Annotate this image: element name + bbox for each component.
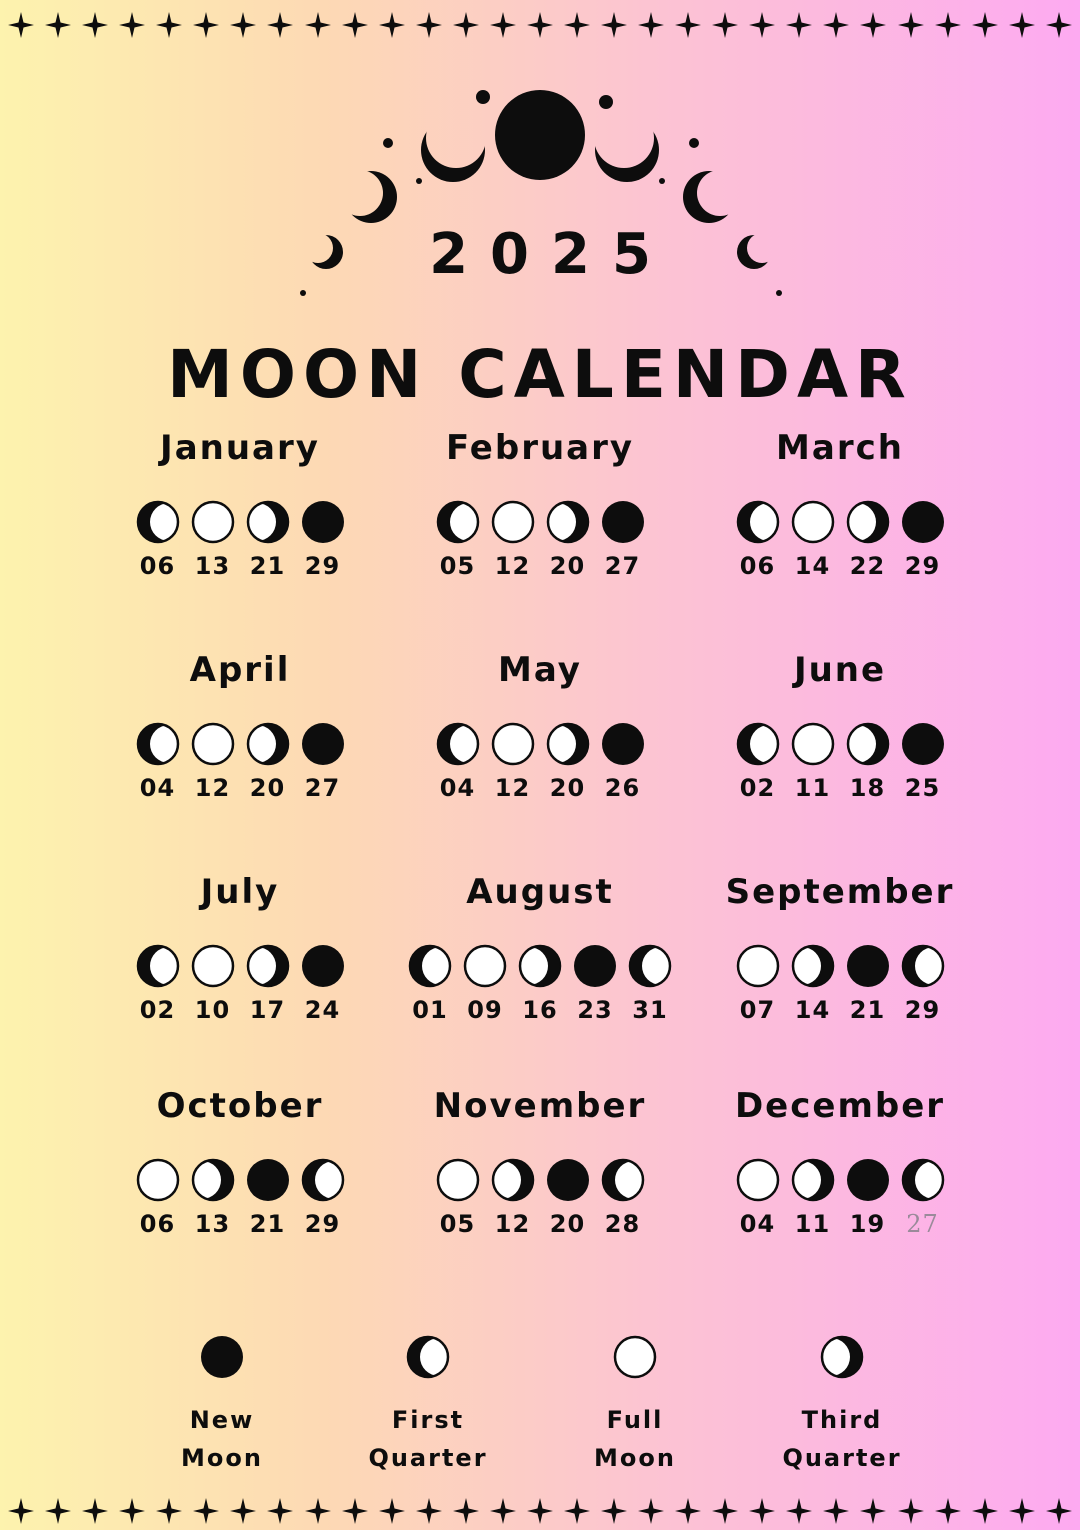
full-moon-icon <box>613 1335 657 1379</box>
star-icon <box>156 12 182 38</box>
star-icon <box>638 12 664 38</box>
month-name: February <box>445 428 635 468</box>
phase-date: 29 <box>304 1210 341 1238</box>
full-moon-icon <box>791 500 835 544</box>
arc-moon-right-1 <box>595 118 659 182</box>
star-icon <box>749 1498 775 1524</box>
new-moon-icon <box>601 722 645 766</box>
phase-date: 20 <box>549 1210 586 1238</box>
first-quarter-moon-icon <box>406 1335 450 1379</box>
phase-date: 04 <box>439 774 476 802</box>
phase-date: 11 <box>794 774 831 802</box>
month-december <box>690 1086 990 1238</box>
star-icon <box>935 12 961 38</box>
full-moon-icon <box>191 722 235 766</box>
date-row <box>90 774 390 802</box>
star-icon <box>675 1498 701 1524</box>
first-quarter-moon-icon <box>736 722 780 766</box>
star-icon <box>786 1498 812 1524</box>
phase-date: 27 <box>604 552 641 580</box>
new-moon-icon <box>546 1158 590 1202</box>
phase-date: 11 <box>794 1210 831 1238</box>
star-icon <box>712 12 738 38</box>
star-icon <box>675 12 701 38</box>
star-icon <box>898 1498 924 1524</box>
first-quarter-moon-icon <box>436 500 480 544</box>
phase-row <box>690 1158 990 1202</box>
phase-date: 06 <box>139 552 176 580</box>
star-icon <box>749 12 775 38</box>
legend-label: First Quarter <box>368 1406 488 1472</box>
third-quarter-moon-icon <box>546 722 590 766</box>
phase-date: 04 <box>739 1210 776 1238</box>
month-february <box>390 428 690 580</box>
third-quarter-moon-icon <box>246 500 290 544</box>
new-moon-icon <box>901 500 945 544</box>
legend-label: Third Quarter <box>782 1406 902 1472</box>
first-quarter-moon-icon <box>408 944 452 988</box>
phase-date: 21 <box>849 996 886 1024</box>
star-icon <box>267 12 293 38</box>
star-icon <box>379 12 405 38</box>
star-icon <box>82 1498 108 1524</box>
month-name: April <box>189 650 291 690</box>
first-quarter-moon-icon <box>301 1158 345 1202</box>
phase-row <box>390 944 690 988</box>
star-icon <box>45 12 71 38</box>
star-icon <box>119 1498 145 1524</box>
full-moon-icon <box>136 1158 180 1202</box>
third-quarter-moon-icon <box>191 1158 235 1202</box>
full-moon-icon <box>491 500 535 544</box>
star-icon <box>601 1498 627 1524</box>
month-name: June <box>793 650 887 690</box>
date-row <box>90 996 390 1024</box>
date-row <box>390 996 690 1024</box>
first-quarter-moon-icon <box>136 722 180 766</box>
phase-date: 29 <box>904 552 941 580</box>
phase-date: 14 <box>794 552 831 580</box>
arc-full-moon <box>495 90 585 180</box>
star-icon <box>230 12 256 38</box>
phase-date: 07 <box>739 996 776 1024</box>
full-moon-icon <box>191 500 235 544</box>
full-moon-icon <box>791 722 835 766</box>
phase-date: 21 <box>249 1210 286 1238</box>
arc-moon-left-1 <box>421 118 485 182</box>
year-heading: 2025 <box>429 222 673 287</box>
star-icon <box>823 1498 849 1524</box>
month-september <box>690 872 990 1024</box>
phase-row <box>90 500 390 544</box>
phase-date: 12 <box>194 774 231 802</box>
star-icon <box>1009 1498 1035 1524</box>
date-row <box>390 1210 690 1238</box>
star-icon <box>267 1498 293 1524</box>
third-quarter-moon-icon <box>246 722 290 766</box>
star-icon <box>119 12 145 38</box>
third-quarter-moon-icon <box>491 1158 535 1202</box>
phase-date: 20 <box>549 552 586 580</box>
phase-date: 29 <box>904 996 941 1024</box>
phase-date: 06 <box>739 552 776 580</box>
month-name: October <box>156 1086 324 1126</box>
month-name: May <box>498 650 582 690</box>
phase-date: 26 <box>604 774 641 802</box>
legend-label: Full Moon <box>594 1406 676 1472</box>
arc-moon-right-2 <box>683 171 735 223</box>
star-icon <box>8 12 34 38</box>
month-april <box>90 650 390 802</box>
date-row <box>690 552 990 580</box>
star-icon <box>1009 12 1035 38</box>
month-january <box>90 428 390 580</box>
phase-row <box>90 1158 390 1202</box>
first-quarter-moon-icon <box>901 944 945 988</box>
star-icon <box>379 1498 405 1524</box>
star-icon <box>8 1498 34 1524</box>
phase-date: 04 <box>139 774 176 802</box>
phase-date: 02 <box>139 996 176 1024</box>
phase-date: 27 <box>304 774 341 802</box>
phase-row <box>690 722 990 766</box>
new-moon-icon <box>573 944 617 988</box>
third-quarter-moon-icon <box>846 722 890 766</box>
star-icon <box>898 12 924 38</box>
phase-date: 06 <box>139 1210 176 1238</box>
month-october <box>90 1086 390 1238</box>
first-quarter-moon-icon <box>628 944 672 988</box>
third-quarter-moon-icon <box>791 944 835 988</box>
first-quarter-moon-icon <box>601 1158 645 1202</box>
phase-date: 05 <box>439 1210 476 1238</box>
phase-date: 18 <box>849 774 886 802</box>
phase-row <box>90 944 390 988</box>
third-quarter-moon-icon <box>846 500 890 544</box>
star-icon <box>230 1498 256 1524</box>
star-icon <box>305 1498 331 1524</box>
phase-date: 02 <box>739 774 776 802</box>
star-icon <box>638 1498 664 1524</box>
month-july <box>90 872 390 1024</box>
new-moon-icon <box>301 500 345 544</box>
month-name: July <box>200 872 280 912</box>
third-quarter-moon-icon <box>791 1158 835 1202</box>
phase-date: 20 <box>549 774 586 802</box>
page-title: MOON CALENDAR <box>167 336 913 413</box>
new-moon-icon <box>200 1335 244 1379</box>
new-moon-icon <box>846 1158 890 1202</box>
star-icon <box>453 1498 479 1524</box>
legend-first-quarter <box>348 1335 508 1477</box>
star-icon <box>416 12 442 38</box>
phase-date: 13 <box>194 1210 231 1238</box>
legend-full <box>555 1335 715 1477</box>
phase-row <box>690 500 990 544</box>
star-icon <box>823 12 849 38</box>
star-icon <box>972 12 998 38</box>
phase-date: 31 <box>632 996 668 1024</box>
third-quarter-moon-icon <box>518 944 562 988</box>
date-row <box>690 774 990 802</box>
date-row <box>90 552 390 580</box>
phase-date: 01 <box>412 996 448 1024</box>
star-icon <box>564 1498 590 1524</box>
full-moon-icon <box>436 1158 480 1202</box>
new-moon-icon <box>901 722 945 766</box>
first-quarter-moon-icon <box>136 944 180 988</box>
phase-date: 20 <box>249 774 286 802</box>
phase-date: 09 <box>467 996 503 1024</box>
phase-date: 12 <box>494 1210 531 1238</box>
date-row <box>90 1210 390 1238</box>
full-moon-icon <box>491 722 535 766</box>
star-icon <box>193 1498 219 1524</box>
phase-date: 16 <box>522 996 558 1024</box>
first-quarter-moon-icon <box>736 500 780 544</box>
legend-new <box>142 1335 302 1477</box>
star-icon <box>342 12 368 38</box>
star-icon <box>490 1498 516 1524</box>
phase-date: 24 <box>304 996 341 1024</box>
new-moon-icon <box>301 944 345 988</box>
third-quarter-moon-icon <box>246 944 290 988</box>
phase-row <box>390 1158 690 1202</box>
month-name: September <box>725 872 955 912</box>
star-icon <box>527 12 553 38</box>
star-icon <box>490 12 516 38</box>
full-moon-icon <box>191 944 235 988</box>
star-icon <box>453 12 479 38</box>
month-august <box>390 872 690 1024</box>
phase-date: 23 <box>577 996 613 1024</box>
full-moon-icon <box>736 1158 780 1202</box>
date-row <box>390 552 690 580</box>
phase-row <box>390 722 690 766</box>
star-icon <box>82 12 108 38</box>
top-star-border <box>0 12 1080 38</box>
phase-row <box>90 722 390 766</box>
date-row <box>690 1210 990 1238</box>
star-icon <box>860 1498 886 1524</box>
month-november <box>390 1086 690 1238</box>
phase-date: 12 <box>494 552 531 580</box>
full-moon-icon <box>463 944 507 988</box>
star-icon <box>305 12 331 38</box>
new-moon-icon <box>246 1158 290 1202</box>
new-moon-icon <box>846 944 890 988</box>
phase-date: 21 <box>249 552 286 580</box>
phase-date: 17 <box>249 996 286 1024</box>
star-icon <box>193 12 219 38</box>
third-quarter-moon-icon <box>546 500 590 544</box>
star-icon <box>935 1498 961 1524</box>
month-name: December <box>734 1086 946 1126</box>
third-quarter-moon-icon <box>820 1335 864 1379</box>
phase-date: 05 <box>439 552 476 580</box>
star-icon <box>564 12 590 38</box>
phase-date: 19 <box>849 1210 886 1238</box>
star-icon <box>712 1498 738 1524</box>
legend-third-quarter <box>762 1335 922 1477</box>
phase-date: 14 <box>794 996 831 1024</box>
date-row <box>390 774 690 802</box>
month-name: August <box>466 872 614 912</box>
phase-date: 25 <box>904 774 941 802</box>
star-icon <box>527 1498 553 1524</box>
full-moon-icon <box>736 944 780 988</box>
star-icon <box>972 1498 998 1524</box>
phase-date: 29 <box>304 552 341 580</box>
phase-row <box>390 500 690 544</box>
phase-date: 13 <box>194 552 231 580</box>
star-icon <box>601 12 627 38</box>
new-moon-icon <box>301 722 345 766</box>
bottom-star-border <box>0 1498 1080 1524</box>
star-icon <box>1046 1498 1072 1524</box>
phase-date: 12 <box>494 774 531 802</box>
month-name: January <box>160 428 320 468</box>
phase-date: 27 <box>906 1210 939 1238</box>
phase-date: 28 <box>604 1210 641 1238</box>
star-icon <box>860 12 886 38</box>
phase-row <box>690 944 990 988</box>
star-icon <box>786 12 812 38</box>
new-moon-icon <box>601 500 645 544</box>
arc-moon-left-2 <box>345 171 397 223</box>
month-name: November <box>433 1086 647 1126</box>
first-quarter-moon-icon <box>136 500 180 544</box>
legend-label: New Moon <box>181 1406 263 1472</box>
month-may <box>390 650 690 802</box>
first-quarter-moon-icon <box>901 1158 945 1202</box>
star-icon <box>1046 12 1072 38</box>
phase-date: 22 <box>849 552 886 580</box>
star-icon <box>342 1498 368 1524</box>
month-name: March <box>776 428 904 468</box>
first-quarter-moon-icon <box>436 722 480 766</box>
star-icon <box>416 1498 442 1524</box>
month-march <box>690 428 990 580</box>
star-icon <box>45 1498 71 1524</box>
phase-date: 10 <box>194 996 231 1024</box>
date-row <box>690 996 990 1024</box>
month-june <box>690 650 990 802</box>
star-icon <box>156 1498 182 1524</box>
